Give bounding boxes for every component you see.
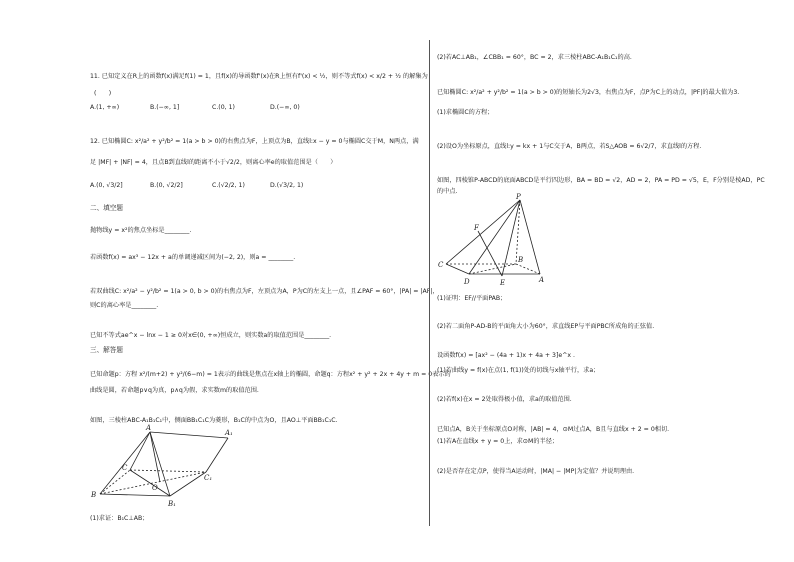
answer-question-1-line1: 已知命题p：方程 x²/(m+2) + y²/(6−m) = 1表示的曲线是焦点在x轴上的椭圆，命题q：方程x² + y² + 2x + 4y + m = 0表示的 <box>90 371 451 378</box>
fig1-label-C1: C₁ <box>204 474 213 482</box>
ellipse-part1: (1)求椭圆C的方程； <box>437 109 494 116</box>
fill-question-1: 抛物线y = x²的焦点坐标是________. <box>90 227 192 234</box>
fill-question-3-line2: 则C的离心率是________. <box>90 302 159 309</box>
answer-question-2-part1: (1)求证：B₁C⊥AB； <box>90 515 149 522</box>
q12-option-b: B.(0, √2/2] <box>150 182 183 189</box>
pyramid-question-line1: 如图，四棱锥P-ABCD的底面ABCD是平行四边形，BA = BD = √2，AD = 2，PA = PD = √5，E，F分别是棱AD，PC <box>437 177 765 184</box>
q12-option-c: C.(√2/2, 1) <box>212 182 245 189</box>
fig1-label-B1: B₁ <box>168 500 176 508</box>
fig1-label-A1: A₁ <box>225 429 233 437</box>
fig1-label-C: C <box>122 464 128 472</box>
function-question: 设函数f(x) = [ax² − (4a + 1)x + 4a + 3]e^x . <box>437 352 575 359</box>
fig2-label-C: C <box>438 261 444 269</box>
prism-figure <box>88 424 238 510</box>
fill-question-3-line1: 若双曲线C: x²/a² − y²/b² = 1(a > 0, b > 0)的右焦点为F，左顶点为A，P为C的左支上一点，且∠PAF = 60°，|PA| = |AF|， <box>90 288 439 295</box>
fig1-label-O: O <box>152 484 158 492</box>
q11-option-a: A.(1, +∞) <box>90 104 120 111</box>
fig1-label-B: B <box>91 491 97 499</box>
fig2-label-D: D <box>464 278 470 286</box>
answer-question-2: 如图，三棱柱ABC-A₁B₁C₁中，侧面BB₁C₁C为菱形，B₁C的中点为O，且AO⊥平面BB₁C₁C. <box>90 417 338 424</box>
function-part1: (1)若曲线y = f(x)在点(1, f(1))处的切线与x轴平行，求a； <box>437 367 600 374</box>
q11-option-b: B.(−∞, 1] <box>150 104 180 111</box>
ellipse-part2: (2)设O为坐标原点，直线l:y = kx + 1与C交于A，B两点，若S△AOB = 6√2/7，求直线l的方程. <box>437 143 702 150</box>
section-answer-heading: 三、解答题 <box>90 346 123 354</box>
function-part2: (2)若f(x)在x = 2处取得极小值，求a的取值范围. <box>437 396 572 403</box>
q11-paren: ( ) <box>94 90 112 97</box>
fig2-label-A: A <box>539 276 545 284</box>
q12-option-d: D.(√3/2, 1) <box>270 182 304 189</box>
q11-option-d: D.(−∞, 0) <box>270 104 300 111</box>
q12-stem-line1: 12. 已知椭圆C: x²/a² + y²/b² = 1(a > b > 0)的右焦点为F，上顶点为B，直线l:x − y = 0与椭圆C交于M，N两点，满 <box>90 138 419 145</box>
fig1-label-A: A <box>146 424 152 432</box>
pyramid-part2: (2)若二面角P-AD-B的平面角大小为60°，求直线EP与平面PBC所成角的正弦值. <box>437 323 655 330</box>
circle-part1: (1)若A在直线x + y = 0上，求⊙M的半径； <box>437 438 559 445</box>
fig2-label-P: P <box>516 193 521 201</box>
fill-question-4: 已知不等式ae^x − lnx − 1 ≥ 0对x∈(0, +∞)恒成立，则实数a的取值范围是________. <box>90 332 332 339</box>
prism-part2: (2)若AC⊥AB₁，∠CBB₁ = 60°，BC = 2，求三棱柱ABC-A₁B₁C₁的高. <box>437 54 632 61</box>
ellipse-question: 已知椭圆C: x²/a² + y²/b² = 1(a > b > 0)的短轴长为2√3，右焦点为F，点P为C上的动点，|PF|的最大值为3. <box>437 89 740 96</box>
fig2-label-E: E <box>500 279 506 287</box>
q11-option-c: C.(0, 1) <box>212 104 235 111</box>
q11-stem: 11. 已知定义在R上的函数f(x)满足f(1) = 1，且f(x)的导函数f'(x)在R上恒有f'(x) < ½，则不等式f(x) < x/2 + ½ 的解集为 <box>90 73 428 80</box>
fig2-label-B: B <box>518 256 524 264</box>
fill-question-2: 若函数f(x) = ax³ − 12x + a的单调递减区间为(−2, 2)，则a = ________. <box>90 254 296 261</box>
q12-option-a: A.(0, √3/2] <box>90 182 123 189</box>
circle-question: 已知点A，B关于坐标原点O对称，|AB| = 4，⊙M过点A，B且与直线x + 2 = 0相切. <box>437 426 670 433</box>
column-divider <box>429 40 430 526</box>
pyramid-part1: (1)证明：EF//平面PAB； <box>437 295 507 302</box>
fig2-label-F: F <box>474 224 479 232</box>
pyramid-figure <box>436 192 548 288</box>
answer-question-1-line2: 曲线是圆，若命题p∨q为真，p∧q为假，求实数m的取值范围. <box>90 387 259 394</box>
q12-stem-line2: 足 |MF| + |NF| = 4，且点B到直线l的距离不小于√2/2，则离心率e的取值范围是（ ） <box>90 159 337 166</box>
circle-part2: (2)是否存在定点P，使得当A运动时，|MA| − |MP|为定值？并说明理由. <box>437 468 635 475</box>
section-fill-in-heading: 二、填空题 <box>90 204 123 212</box>
pyramid-question-line2: 的中点. <box>437 188 458 195</box>
